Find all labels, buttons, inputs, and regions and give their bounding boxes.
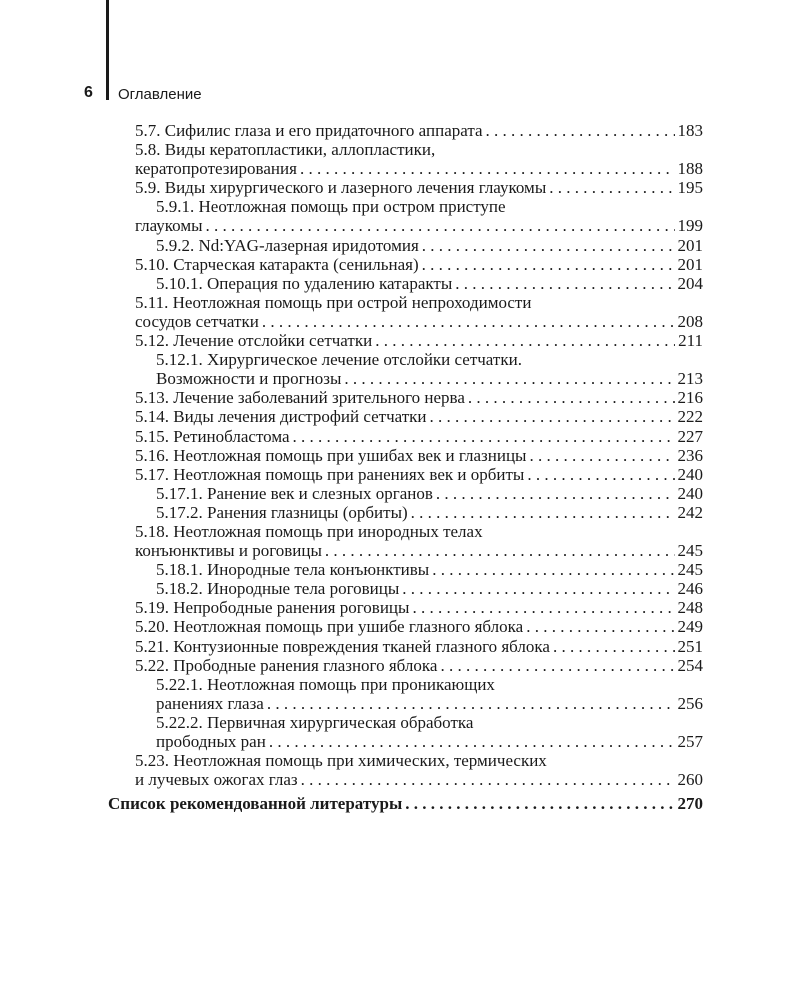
dot-leader bbox=[293, 427, 675, 446]
toc-entry[interactable] bbox=[156, 350, 703, 388]
toc-entry-title: 5.16. Неотложная помощь при ушибах век и глазницы bbox=[135, 445, 527, 465]
toc-page-number: 248 bbox=[677, 598, 703, 618]
toc-page-number: 201 bbox=[677, 235, 703, 255]
toc-entry-text: 5.11. Неотложная помощь при острой непроходимости bbox=[135, 292, 532, 312]
toc-entry[interactable] bbox=[135, 751, 703, 789]
toc-entry-title: 5.19. Непрободные ранения роговицы bbox=[135, 598, 410, 618]
toc-entry[interactable] bbox=[135, 331, 703, 350]
toc-page-number: 208 bbox=[677, 311, 703, 331]
dot-leader bbox=[411, 503, 675, 522]
dot-leader bbox=[412, 598, 674, 617]
toc-entry-text: 5.18. Неотложная помощь при инородных телах bbox=[135, 521, 483, 541]
toc-page-number: 246 bbox=[677, 579, 703, 599]
toc-page-number: 245 bbox=[677, 560, 703, 580]
toc-page-number: 188 bbox=[677, 159, 703, 179]
dot-leader bbox=[262, 312, 675, 331]
dot-leader bbox=[422, 236, 675, 255]
toc-page-number: 249 bbox=[677, 617, 703, 637]
toc-entry[interactable] bbox=[135, 465, 703, 484]
toc-entry-text: 5.8. Виды кератопластики, аллопластики, bbox=[135, 140, 436, 160]
toc-entry-title: ранениях глаза bbox=[156, 693, 264, 713]
dot-leader bbox=[402, 579, 674, 598]
toc-entry-title: 5.21. Контузионные повреждения тканей глазного яблока bbox=[135, 636, 550, 656]
toc-entry[interactable] bbox=[135, 121, 703, 140]
toc-entry-title: 5.20. Неотложная помощь при ушибе глазного яблока bbox=[135, 617, 524, 637]
toc-entry[interactable] bbox=[135, 617, 703, 636]
dot-leader bbox=[301, 770, 675, 789]
toc-entry-title: глаукомы bbox=[135, 216, 203, 236]
toc-entry[interactable] bbox=[135, 407, 703, 426]
toc-entry-text: 5.12.1. Хирургическое лечение отслойки сетчатки. bbox=[156, 350, 522, 370]
toc-page-number: 216 bbox=[677, 388, 703, 408]
dot-leader bbox=[430, 407, 675, 426]
toc-entry-title: 5.10.1. Операция по удалению катаракты bbox=[156, 273, 453, 293]
toc-entry-title: сосудов сетчатки bbox=[135, 311, 259, 331]
toc-entry[interactable] bbox=[156, 503, 703, 522]
dot-leader bbox=[300, 159, 675, 178]
toc-entry-title: и лучевых ожогах глаз bbox=[135, 770, 298, 790]
toc-entry[interactable] bbox=[135, 427, 703, 446]
toc-entry-title: прободных ран bbox=[156, 732, 266, 751]
toc-entry[interactable] bbox=[156, 236, 703, 255]
toc-entry[interactable] bbox=[135, 197, 703, 236]
toc-page-number: 242 bbox=[677, 502, 703, 522]
toc-page-number: 204 bbox=[677, 273, 703, 293]
toc-entry-title: конъюнктивы и роговицы bbox=[135, 541, 322, 561]
toc-entry-text: 5.9.1. Неотложная помощь при остром приступе bbox=[156, 197, 506, 217]
dot-leader bbox=[405, 794, 674, 813]
toc-entry[interactable] bbox=[135, 293, 703, 331]
toc-page-number: 183 bbox=[677, 121, 703, 140]
dot-leader bbox=[549, 178, 674, 197]
toc-entry-title: 5.12. Лечение отслойки сетчатки bbox=[135, 331, 373, 351]
toc-entry-title: 5.18.2. Инородные тела роговицы bbox=[156, 579, 400, 599]
toc-page-number: 236 bbox=[677, 445, 703, 465]
toc-page-number: 254 bbox=[677, 655, 703, 675]
dot-leader bbox=[527, 465, 674, 484]
toc-entry[interactable] bbox=[156, 274, 703, 293]
toc-entry-title: 5.18.1. Инородные тела конъюнктивы bbox=[156, 560, 430, 580]
dot-leader bbox=[206, 216, 675, 235]
toc-entry-title: Список рекомендованной литературы bbox=[108, 794, 403, 814]
page-number: 6 bbox=[84, 84, 93, 101]
dot-leader bbox=[422, 255, 675, 274]
toc-page-number: 222 bbox=[677, 407, 703, 427]
margin-rule bbox=[106, 0, 109, 100]
toc-entry[interactable] bbox=[108, 794, 703, 813]
dot-leader bbox=[269, 732, 675, 751]
toc-entry-title: 5.22. Прободные ранения глазного яблока bbox=[135, 655, 438, 675]
toc-page-number: 201 bbox=[677, 254, 703, 274]
toc-entry-title: 5.7. Сифилис глаза и его придаточного аппарата bbox=[135, 121, 483, 140]
toc-entry[interactable] bbox=[135, 446, 703, 465]
toc-entry-title: 5.17. Неотложная помощь при ранениях век и орбиты bbox=[135, 464, 525, 484]
toc-entry[interactable] bbox=[156, 713, 703, 751]
toc-entry[interactable] bbox=[135, 522, 703, 560]
toc-entry[interactable] bbox=[135, 140, 703, 178]
dot-leader bbox=[436, 484, 675, 503]
toc-entry[interactable] bbox=[135, 598, 703, 617]
dot-leader bbox=[344, 369, 674, 388]
toc-entry[interactable] bbox=[135, 388, 703, 407]
dot-leader bbox=[267, 694, 675, 713]
dot-leader bbox=[553, 637, 675, 656]
toc-page-number: 227 bbox=[677, 426, 703, 446]
toc-entry-title: 5.13. Лечение заболеваний зрительного нерва bbox=[135, 388, 465, 408]
toc-entry-text: 5.22.1. Неотложная помощь при проникающих bbox=[156, 674, 495, 694]
toc-entry-title: 5.17.2. Ранения глазницы (орбиты) bbox=[156, 502, 408, 522]
toc-entry-title: 5.17.1. Ранение век и слезных органов bbox=[156, 483, 433, 503]
toc-page-number: 199 bbox=[677, 216, 703, 236]
dot-leader bbox=[455, 274, 674, 293]
toc-entry[interactable] bbox=[135, 656, 703, 675]
dot-leader bbox=[486, 121, 675, 140]
toc-entry-text: 5.23. Неотложная помощь при химических, термических bbox=[135, 751, 547, 771]
dot-leader bbox=[529, 446, 674, 465]
toc-entry-text: 5.22.2. Первичная хирургическая обработка bbox=[156, 712, 474, 732]
toc-page-number: 195 bbox=[677, 178, 703, 198]
toc-page-number: 240 bbox=[677, 464, 703, 484]
toc-entry-title: Возможности и прогнозы bbox=[156, 369, 342, 389]
dot-leader bbox=[375, 331, 675, 350]
toc-entry[interactable] bbox=[135, 637, 703, 656]
toc-page-number: 256 bbox=[677, 693, 703, 713]
dot-leader bbox=[526, 617, 674, 636]
dot-leader bbox=[468, 388, 675, 407]
dot-leader bbox=[432, 560, 674, 579]
toc-entry-title: 5.14. Виды лечения дистрофий сетчатки bbox=[135, 407, 427, 427]
toc-page-number: 260 bbox=[677, 770, 703, 790]
dot-leader bbox=[440, 656, 674, 675]
toc-page-number: 245 bbox=[677, 541, 703, 561]
toc-entry[interactable] bbox=[156, 579, 703, 598]
toc-entry-title: 5.9. Виды хирургического и лазерного лечения глаукомы bbox=[135, 178, 547, 198]
toc-page-number: 251 bbox=[677, 636, 703, 656]
toc-page-number: 270 bbox=[677, 794, 703, 814]
toc-page-number: 213 bbox=[677, 369, 703, 389]
toc-entry-title: кератопротезирования bbox=[135, 159, 297, 179]
toc-page-number: 257 bbox=[677, 732, 703, 751]
toc-page-number: 211 bbox=[678, 331, 703, 351]
toc-entry-title: 5.9.2. Nd:YAG-лазерная иридотомия bbox=[156, 235, 419, 255]
toc-entry[interactable] bbox=[156, 675, 703, 713]
toc-entry[interactable] bbox=[156, 560, 703, 579]
toc-entry-title: 5.15. Ретинобластома bbox=[135, 426, 290, 446]
toc-page-number: 240 bbox=[677, 483, 703, 503]
toc-entry[interactable] bbox=[135, 255, 703, 274]
toc-entry[interactable] bbox=[135, 178, 703, 197]
toc-entry-title: 5.10. Старческая катаракта (сенильная) bbox=[135, 254, 419, 274]
toc-entry[interactable] bbox=[156, 484, 703, 503]
dot-leader bbox=[325, 541, 675, 560]
table-of-contents bbox=[0, 121, 800, 813]
running-header-title: Оглавление bbox=[118, 86, 202, 103]
